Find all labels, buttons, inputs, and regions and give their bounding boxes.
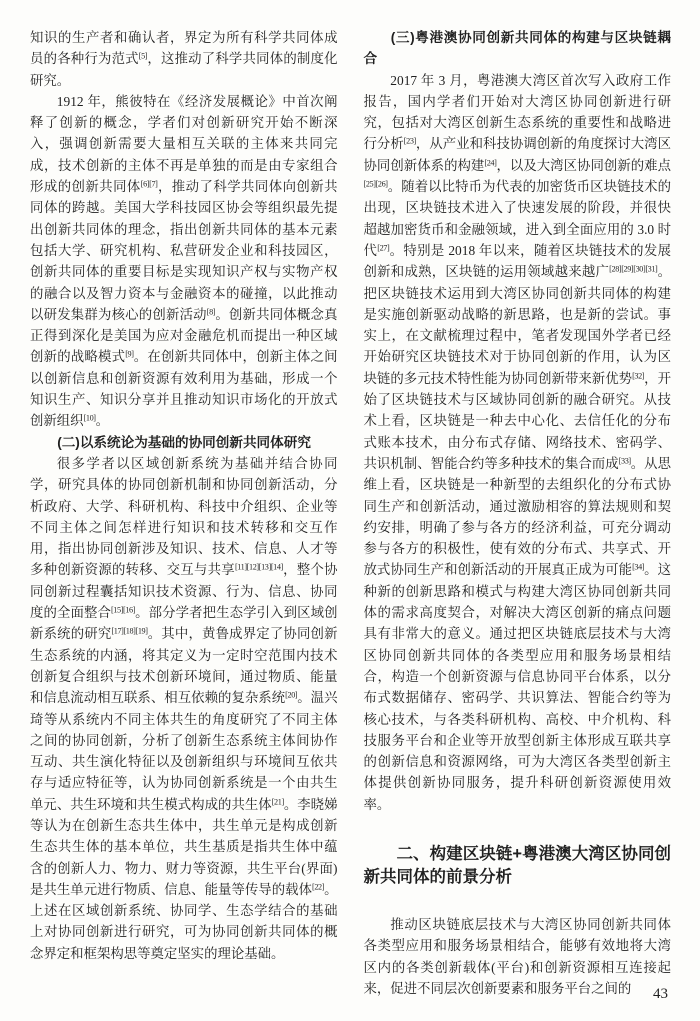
citation-ref: [12] [246,562,259,572]
citation-ref: [22] [312,882,325,892]
citation-ref: [23] [403,136,416,146]
citation-ref: [28] [609,264,622,274]
column-right [364,27,672,999]
citation-ref: [18] [123,626,136,636]
citation-ref: [8] [206,307,216,317]
citation-ref: [25] [363,179,376,189]
citation-ref: [16] [123,605,136,615]
citation-ref: [10] [83,413,96,423]
section-heading: 二、构建区块链+粤港澳大湾区协同创新共同体的前景分析 [363,844,671,887]
column-left [30,27,338,999]
citation-ref: [32] [632,371,645,381]
citation-ref: [31] [645,264,658,274]
citation-ref: [24] [484,158,497,168]
citation-ref: [30] [633,264,646,274]
citation-ref: [21] [271,797,284,807]
page-number: 43 [653,986,668,1002]
citation-ref: [7] [149,179,158,189]
citation-ref: [5] [138,51,148,61]
citation-ref: [11] [234,562,247,572]
citation-ref: [15] [110,605,124,615]
body-paragraph: 1912 年，熊彼特在《经济发展概论》中首次阐释了创新的概念，学者们对创新研究开始不断深入，强调创新需要大量相互关联的主体来共同完成，技术创新的主体不再是单独的而是由专家组合形成的创新共同体[6][7]，推动了科学共同体向创新共同体的跨越。美国大学科技园区协会等组织最先提出创新共同体的理念，指出创新共同体的基本元素包括大学、研究机构、私营研发企业和科技园区，创新共同体的重要目标是实现知识产权与实物产权的融合以及智力资本与金融资本的碰撞，以此推动以研发集群为核心的创新活动[8]。创新共同体概念真正得到深化是美国为应对金融危机而提出一种区域创新的战略模式[9]。在创新共同体中，创新主体之间以创新信息和创新资源有效利用为基础，形成一个知识生产、知识分享并且推动知识市场化的开放式创新组织[10]。 [30,93,338,429]
citation-ref: [27] [377,243,390,253]
body-paragraph: 很多学者以区域创新系统为基础并结合协同学，研究具体的协同创新机制和协同创新活动，分析政府、大学、科研机构、科技中介组织、企业等不同主体之间怎样进行知识和技术转移和交互作用，指出协同创新涉及知识、技术、信息、人才等多种创新资源的转移、交互与共享[11][12][13][14]，整个协同创新过程囊括知识技术资源、行为、信息、协同度的全面整合[15][16]。部分学者把生态学引入到区域创新系统的研究[17][18][19]。其中，黄鲁成界定了协同创新生态系统的内涵，将其定义为一定时空范围内技术创新复合组织与技术创新环境间，通过物质、能量和信息流动相互联系、相互依赖的复杂系统[20]。温兴琦等从系统内不同主体共生的角度研究了不同主体之间的协同创新，分析了创新生态系统主体间协作互动、共生演化特征以及创新组织与环境间互依共存与适应特征等，认为协同创新系统是一个由共生单元、共生环境和共生模式构成的共生体[21]。李晓娣等认为在创新生态共生体中，共生单元是构成创新生态共生体的基本单位，共生基质是指共生体中蕴含的创新人力、物力、财力等资源，共生平台(界面)是共生单元进行物质、信息、能量等传导的载体[22]。上述在区域创新系统、协同学、生态学结合的基础上对协同创新进行研究，可为协同创新共同体的概念界定和框架构思等奠定坚实的理论基础。 [30,455,338,961]
citation-ref: [26] [375,179,388,189]
citation-ref: [13] [258,562,271,572]
citation-ref: [33] [618,456,631,466]
two-column-layout [30,27,671,999]
citation-ref: [19] [135,626,148,636]
citation-ref: [17] [111,626,124,636]
citation-ref: [34] [632,562,645,572]
citation-ref: [20] [285,690,298,700]
citation-ref: [9] [125,349,134,359]
body-paragraph: 知识的生产者和确认者，界定为所有科学共同体成员的各种行为范式[5]，这推动了科学共同体的制度化研究。 [30,30,338,88]
body-paragraph: 2017 年 3 月，粤港澳大湾区首次写入政府工作报告，国内学者们开始对大湾区协同创新进行研究，包括对大湾区创新生态系统的重要性和战略进行分析[23]，从产业和科技协调创新的角度探讨大湾区协同创新体系的构建[24]，以及大湾区协同创新的难点[25][26]。随着以比特币为代表的加密货币区块链技术的出现，区块链技术进入了快速发展的阶段，并很快超越加密货币和金融领域，进入到全面应用的 3.0 时代[27]。特别是 2018 年以来，随着区块链技术的发展创新和成熟，区块链的运用领域越来越广[28][29][30][31]。把区块链技术运用到大湾区协同创新共同体的构建是实施创新驱动战略的新思路，也是新的尝试。事实上，在文献梳理过程中，笔者发现国外学者已经开始研究区块链技术对于协同创新的作用，认为区块链的多元技术特性能为协同创新带来新优势[32]，开始了区块链技术与区域协同创新的融合研究。从技术上看，区块链是一种去中心化、去信任化的分布式账本技术，由分布式存储、网络技术、密码学、共识机制、智能合约等多种技术的集合而成[33]。从思维上看，区块链是一种新型的去组织化的分布式协同生产和创新活动，通过激励相容的算法规则和契约安排，明确了参与各方的经济利益，可充分调动参与各方的积极性，使有效的分布式、共享式、开放式协同生产和创新活动的开展真正成为可能[34]。这种新的创新思路和模式与构建大湾区协同创新共同体的需求高度契合，对解决大湾区创新的痛点问题具有非常大的意义。通过把区块链底层技术与大湾区协同创新共同体的各类型应用和服务场景相结合，构造一个创新资源与信息协同平台体系，以分布式数据储存、密码学、共识算法、智能合约等为核心技术，与各类科研机构、高校、中介机构、科技服务平台和企业等开放型创新主体形成互联共享的创新信息和资源网络，可为大湾区各类型创新主体提供创新协同服务，提升科研创新资源使用效率。 [363,72,672,812]
citation-ref: [29] [621,264,634,274]
citation-ref: [6] [140,179,150,189]
subsection-heading: (三)粤港澳协同创新共同体的构建与区块链耦合 [363,30,671,67]
citation-ref: [14] [270,562,283,572]
subsection-heading: (二)以系统论为基础的协同创新共同体研究 [57,434,311,450]
body-paragraph: 推动区块链底层技术与大湾区协同创新共同体各类型应用和服务场景相结合，能够有效地将大湾区内的各类创新载体(平台)和创新资源相互连接起来，促进不同层次创新要素和服务平台之间的 [363,916,671,996]
